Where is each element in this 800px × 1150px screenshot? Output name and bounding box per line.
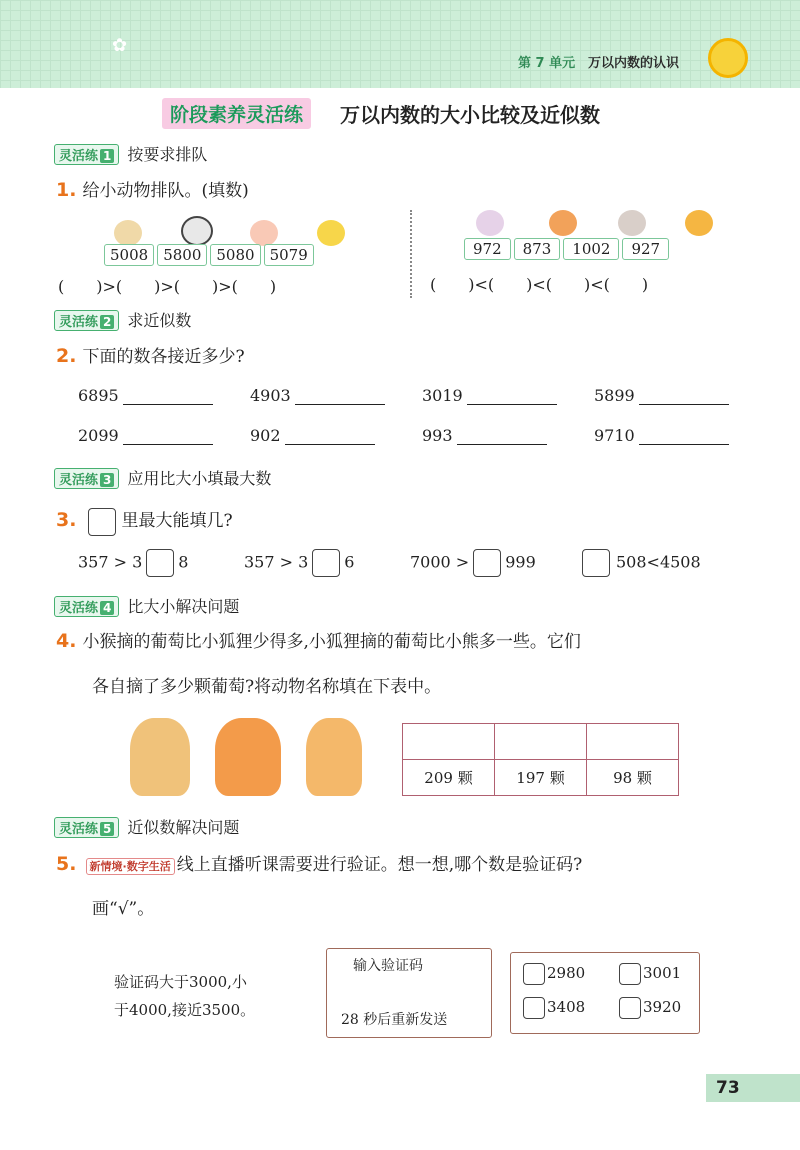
question-3: [56, 506, 233, 536]
scenario-tag: 新情境·数字生活: [86, 858, 175, 875]
option-item[interactable]: 2980: [523, 963, 585, 985]
lion-icon: [685, 210, 713, 236]
section-tag: 灵活练 2: [54, 310, 119, 331]
section-tag: 灵活练 1: [54, 144, 119, 165]
unit-title: 万以内数的认识: [588, 56, 680, 71]
section-title: 应用比大小填最大数: [127, 469, 272, 488]
answer-row-left[interactable]: ( )>( )>( )>( ): [58, 277, 277, 296]
animal-illustration: [130, 718, 362, 800]
question-2: [56, 342, 245, 367]
section-tag: 灵活练 4: [54, 596, 119, 617]
section-title: 近似数解决问题: [127, 818, 240, 837]
number-box: 972: [464, 238, 511, 260]
resend-text: 28 秒后重新发送: [341, 1012, 448, 1028]
options-panel: [510, 952, 700, 1034]
answer-blank[interactable]: [467, 388, 557, 405]
question-1: [56, 176, 249, 201]
section-title: 求近似数: [127, 311, 192, 330]
checkbox-icon[interactable]: [523, 963, 545, 985]
table-cell: 197 颗: [495, 760, 587, 796]
unit-label: 第 7 单元: [518, 56, 576, 71]
section-title: 按要求排队: [127, 145, 208, 164]
question-text: 里最大能填几?: [121, 511, 233, 531]
option-item[interactable]: 3408: [523, 997, 585, 1019]
answer-square[interactable]: [312, 549, 340, 577]
answer-square[interactable]: [582, 549, 610, 577]
table-cell[interactable]: [495, 724, 587, 760]
answer-blank[interactable]: [639, 428, 729, 445]
number-box: 5800: [157, 244, 207, 266]
bird-icon: [476, 210, 504, 236]
banner-left: 阶段素养灵活练: [162, 98, 311, 129]
section-heading-1: [54, 142, 207, 165]
question-text: 线上直播听课需要进行验证。想一想,哪个数是验证码?: [176, 855, 583, 875]
clue-text: 验证码大于3000,小 于4000,接近3500。: [114, 973, 256, 1019]
number-box: 927: [622, 238, 669, 260]
option-item[interactable]: 3001: [619, 963, 681, 985]
number-box: 873: [514, 238, 561, 260]
answer-row-right[interactable]: ( )<( )<( )<( ): [430, 275, 649, 294]
question-text-line2: 各自摘了多少颗葡萄?将动物名称填在下表中。: [92, 677, 442, 697]
question-number: 1.: [56, 179, 77, 201]
section-heading-4: [54, 594, 239, 617]
answer-square[interactable]: [473, 549, 501, 577]
number-box: 5079: [264, 244, 314, 266]
question-text-line2: 画“√”。: [92, 899, 155, 919]
table-cell: 98 颗: [587, 760, 679, 796]
section-tag: 灵活练 3: [54, 468, 119, 489]
answer-blank[interactable]: [295, 388, 385, 405]
table-cell: 209 颗: [403, 760, 495, 796]
section-heading-3: [54, 466, 271, 489]
pig-icon: [250, 220, 278, 246]
sunflower-icon: [708, 38, 748, 78]
checkbox-icon[interactable]: [523, 997, 545, 1019]
answer-blank[interactable]: [457, 428, 547, 445]
banner-title: 万以内数的大小比较及近似数: [340, 103, 600, 127]
number-box: 5080: [210, 244, 260, 266]
checkbox-icon[interactable]: [619, 997, 641, 1019]
butterfly-icon: ✿: [112, 35, 128, 56]
bear-icon: [130, 718, 190, 796]
number-boxes-left: [104, 244, 317, 266]
monkey-icon: [549, 210, 577, 236]
page-number: 73: [706, 1074, 800, 1102]
approx-row-1: 6895 4903 3019 5899: [78, 386, 744, 405]
divider: [410, 210, 412, 298]
question-5: [56, 850, 582, 875]
answer-blank[interactable]: [123, 428, 213, 445]
cow-icon: [114, 220, 142, 246]
koala-icon: [618, 210, 646, 236]
fox-icon: [215, 718, 281, 796]
question-number: 2.: [56, 345, 77, 367]
section-title: 比大小解决问题: [127, 597, 240, 616]
option-item[interactable]: 3920: [619, 997, 681, 1019]
question-number: 5.: [56, 853, 77, 875]
panda-icon: [181, 216, 213, 246]
answer-table: [402, 723, 679, 796]
monkey-icon: [306, 718, 362, 796]
number-box: 5008: [104, 244, 154, 266]
table-cell[interactable]: [587, 724, 679, 760]
verification-panel: [326, 948, 492, 1038]
cat-icon: [317, 220, 345, 246]
answer-blank[interactable]: [639, 388, 729, 405]
section-heading-5: [54, 815, 239, 838]
question-4: [56, 627, 581, 652]
approx-row-2: 2099 902 993 9710: [78, 426, 744, 445]
answer-square[interactable]: [146, 549, 174, 577]
question-number: 4.: [56, 630, 77, 652]
input-title: 输入验证码: [353, 958, 423, 974]
number-boxes-right: [464, 238, 672, 260]
animal-row-right: [476, 210, 713, 240]
answer-blank[interactable]: [285, 428, 375, 445]
fill-row: 357 > 3 8 357 > 3 6 7000 > 999 508<4508: [78, 549, 732, 577]
section-heading-2: [54, 308, 191, 331]
question-text: 给小动物排队。(填数): [82, 181, 249, 201]
checkbox-icon[interactable]: [619, 963, 641, 985]
question-text: 下面的数各接近多少?: [82, 347, 245, 367]
table-cell[interactable]: [403, 724, 495, 760]
empty-square-icon: [88, 508, 116, 536]
section-tag: 灵活练 5: [54, 817, 119, 838]
answer-blank[interactable]: [123, 388, 213, 405]
question-text: 小猴摘的葡萄比小狐狸少得多,小狐狸摘的葡萄比小熊多一些。它们: [82, 632, 581, 652]
number-box: 1002: [563, 238, 619, 260]
question-number: 3.: [56, 509, 77, 531]
